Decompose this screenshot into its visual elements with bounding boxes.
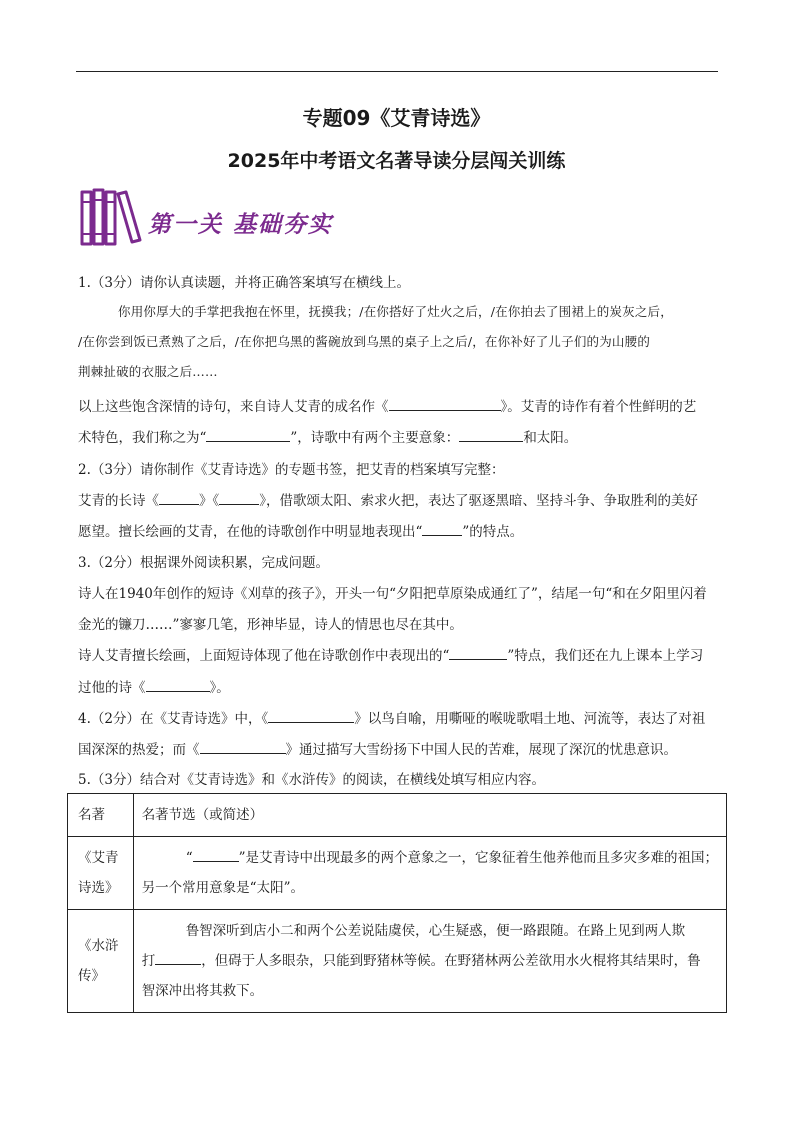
answer-blank[interactable] — [459, 429, 523, 442]
q1-line — [78, 395, 696, 415]
q4-line — [78, 738, 677, 758]
q3-stem: 3.（2分）根据课外阅读积累，完成问题。 — [78, 555, 329, 571]
text: 》，借歌颂太阳、索求火把，表达了驱逐黑暗、坚持斗争、争取胜利的美好 — [259, 493, 698, 509]
top-rule — [76, 71, 718, 72]
q1-poem-line: 荆棘扯破的衣服之后…… — [78, 364, 218, 379]
q5-table — [67, 793, 727, 1013]
answer-blank[interactable] — [155, 952, 201, 965]
table-header-row — [68, 794, 727, 837]
text: 》以鸟自喻，用嘶哑的喉咙歌唱土地、河流等，表达了对祖 — [354, 711, 706, 727]
text: 以上这些饱含深情的诗句，来自诗人艾青的成名作《 — [78, 399, 389, 415]
table-header-cell: 名著 — [68, 794, 134, 837]
table-row — [68, 910, 727, 1013]
table-cell-excerpt — [133, 910, 726, 1013]
q4-line — [78, 707, 705, 727]
text: ”的特点。 — [462, 524, 524, 540]
text: 术特色，我们称之为“ — [78, 430, 207, 446]
excerpt-line: 另一个常用意象是“太阳”。 — [141, 880, 304, 896]
table-header-cell: 名著节选（或简述） — [133, 794, 726, 837]
excerpt-line — [142, 843, 718, 873]
text: “ — [185, 850, 193, 866]
answer-blank[interactable] — [200, 741, 286, 754]
text: 和太阳。 — [523, 430, 578, 446]
text: 艾青的长诗《 — [78, 493, 159, 509]
answer-blank[interactable] — [422, 523, 462, 536]
table-cell-excerpt — [133, 837, 726, 910]
excerpt-line: 鲁智深听到店小二和两个公差说陆虞侯，心生疑惑，便一路跟随。在路上见到两人欺 — [185, 923, 686, 939]
table-row — [68, 837, 727, 910]
answer-blank[interactable] — [193, 849, 239, 862]
text: 》。艾青的诗作有着个性鲜明的艺 — [500, 399, 697, 415]
text: 《艾青 — [78, 850, 119, 866]
text: 诗选》 — [78, 880, 119, 896]
page-subtitle: 2025年中考语文名著导读分层闯关训练 — [227, 150, 566, 172]
table-cell-book — [68, 837, 134, 910]
table-cell-book — [68, 910, 134, 1013]
q2-stem: 2.（3分）请你制作《艾青诗选》的专题书签，把艾青的档案填写完整： — [78, 462, 505, 478]
text: ”是艾青诗中出现最多的两个意象之一，它象征着生他养他而且多灾多难的祖国； — [238, 850, 718, 866]
page-title: 专题09《艾青诗选》 — [302, 106, 491, 130]
q1-poem-line: 你用你厚大的手掌把我抱在怀里，抚摸我；/在你搭好了灶火之后，/在你拍去了围裙上的炭灰之后， — [118, 304, 673, 319]
text: 传》 — [78, 968, 105, 984]
text: 打 — [141, 953, 156, 969]
text: ，但碍于人多眼杂，只能到野猪林等候。在野猪林两公差欲用水火棍将其结果时，鲁 — [201, 953, 701, 969]
q3-line — [78, 644, 703, 664]
answer-blank[interactable] — [219, 492, 259, 505]
text: 》。 — [209, 680, 230, 696]
q3-line — [78, 676, 230, 696]
text: 国深深的热爱；而《 — [78, 742, 200, 758]
answer-blank[interactable] — [268, 710, 354, 723]
answer-blank[interactable] — [449, 647, 507, 660]
text: 过他的诗《 — [78, 680, 146, 696]
q2-line — [78, 489, 698, 509]
q1-stem: 1.（3分）请你认真读题，并将正确答案填写在横线上。 — [78, 275, 410, 291]
q3-line: 诗人在1940年创作的短诗《刈草的孩子》，开头一句“夕阳把草原染成通红了”，结尾一句“和在夕阳里闪着 — [78, 586, 707, 602]
text: 愿望。擅长绘画的艾青，在他的诗歌创作中明显地表现出“ — [78, 524, 423, 540]
answer-blank[interactable] — [389, 398, 501, 411]
text: 《水浒 — [78, 938, 119, 954]
excerpt-line: 智深冲出将其救下。 — [141, 983, 264, 999]
text: 4.（2分）在《艾青诗选》中，《 — [78, 711, 269, 727]
q1-line — [78, 426, 577, 446]
q2-line — [78, 520, 523, 540]
answer-blank[interactable] — [159, 492, 199, 505]
q5-stem: 5.（3分）结合对《艾青诗选》和《水浒传》的阅读，在横线处填写相应内容。 — [78, 772, 545, 788]
text: 诗人艾青擅长绘画，上面短诗体现了他在诗歌创作中表现出的“ — [78, 648, 450, 664]
section-banner-title: 第一关 基础夯实 — [148, 211, 334, 238]
text: ”，诗歌中有两个主要意象： — [290, 430, 460, 446]
q1-poem-line: /在你尝到饭已煮熟了之后，/在你把乌黑的酱碗放到乌黑的桌子上之后/，在你补好了儿子们的为山腰的 — [78, 334, 651, 349]
answer-blank[interactable] — [206, 429, 290, 442]
q3-line: 金光的镰刀……”寥寥几笔，形神毕显，诗人的情思也尽在其中。 — [78, 617, 463, 633]
text: 》通过描写大雪纷扬下中国人民的苦难，展现了深沉的忧患意识。 — [285, 742, 677, 758]
answer-blank[interactable] — [146, 679, 210, 692]
excerpt-line — [142, 946, 718, 976]
text: 》《 — [199, 493, 220, 509]
text: ”特点，我们还在九上课本上学习 — [507, 648, 704, 664]
